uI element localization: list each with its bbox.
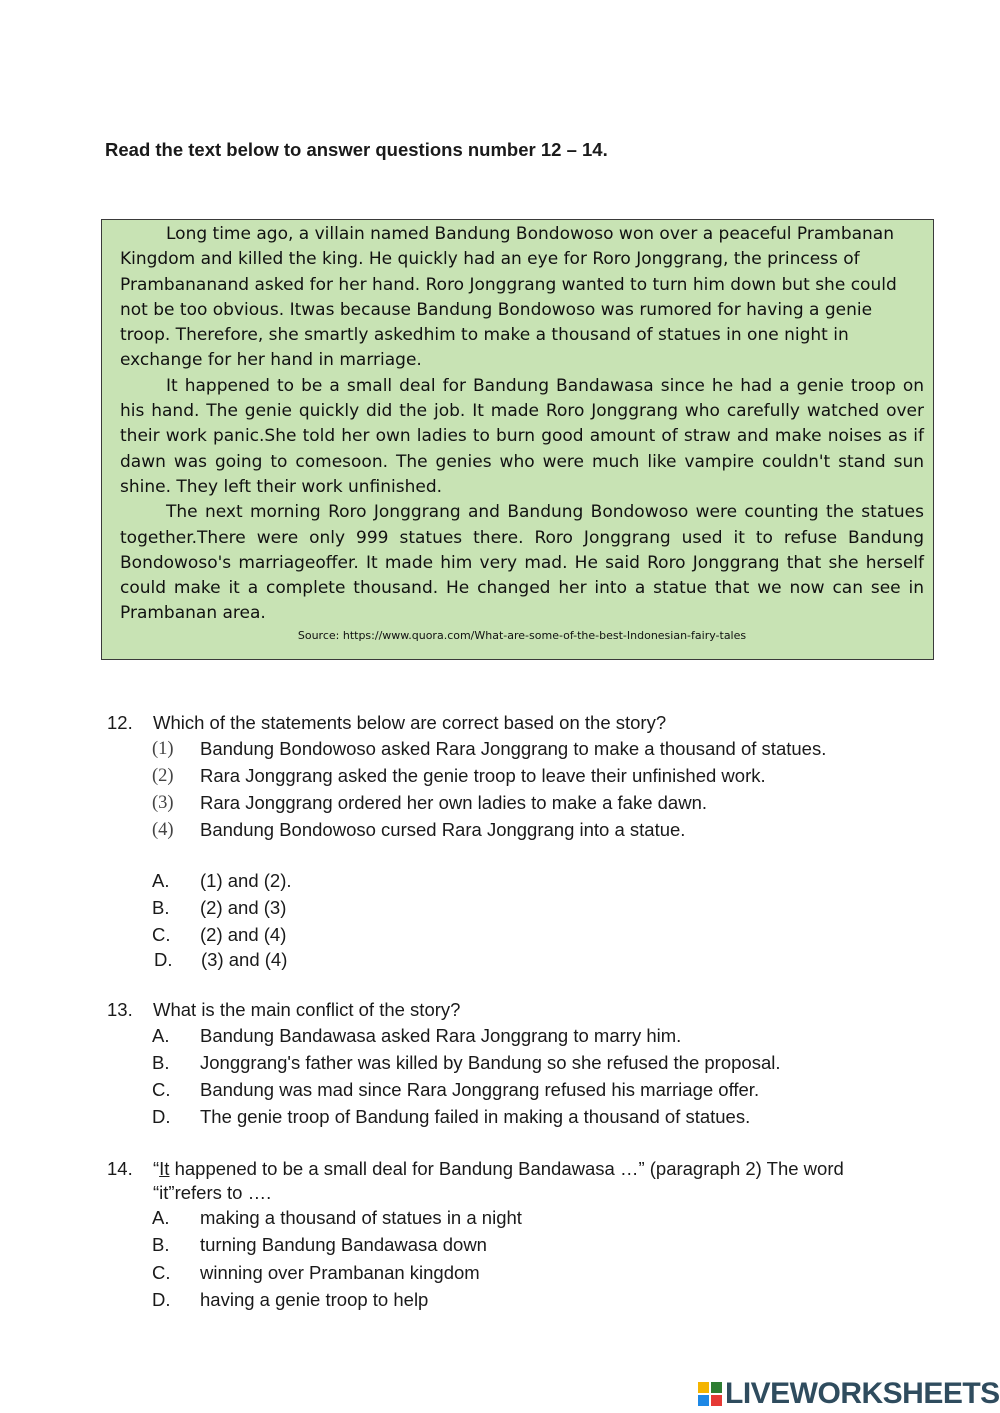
stem-rest: happened to be a small deal for Bandung Bandawasa …” (paragraph 2) The word “it”refers to ….: [153, 1158, 844, 1203]
liveworksheets-logo-icon: [698, 1382, 722, 1406]
option-letter: C.: [152, 1262, 171, 1283]
logo-icon-square: [698, 1382, 709, 1393]
option-letter: D.: [152, 1106, 171, 1127]
statement-mark: (1): [152, 739, 174, 759]
story-source: Source: https://www.quora.com/What-are-some-of-the-best-Indonesian-fairy-tales: [297, 628, 747, 642]
option-letter: D.: [154, 949, 173, 970]
story-paragraph-1: Long time ago, a villain named Bandung Bondowoso won over a peaceful Prambanan Kingdom and killed the king. He quickly had an eye for Roro Jonggrang, the princess of Prambananand asked for her hand. Roro Jonggrang wanted to turn him down but she could not be too obvious. Itwas because Bandung Bondowoso was rumored for having a genie troop. Therefore, she smartly askedhim to make a thousand of statues in one night in exchange for her hand in marriage.: [120, 224, 897, 371]
option-letter: C.: [152, 1079, 171, 1100]
story-paragraph-2: It happened to be a small deal for Bandung Bandawasa since he had a genie troop on his hand. The genie quickly did the job. It made Roro Jonggrang who carefully watched over their work panic.She told her own ladies to burn good amount of straw and make noises as if dawn was going to comesoon. The genies who were much like vampire couldn't stand sun shine. They left their work unfinished.: [120, 375, 924, 497]
option-letter: C.: [152, 924, 171, 945]
option-letter: A.: [152, 870, 170, 891]
story-paragraph-3: The next morning Roro Jonggrang and Bandung Bondowoso were counting the statues together.There were only 999 statues there. Roro Jonggrang used it to refuse Bandung Bondowoso's marriageoffer. It made him very mad. He said Roro Jonggrang that she herself could make it a complete thousand. He changed her into a statue that we now can see in Prambanan area.: [120, 502, 924, 624]
option-text: winning over Prambanan kingdom: [200, 1262, 480, 1283]
option-text: (2) and (3): [200, 897, 287, 918]
option-text: (3) and (4): [201, 949, 288, 970]
question-stem: [153, 1157, 873, 1205]
option-text: having a genie troop to help: [200, 1289, 429, 1310]
question-stem: What is the main conflict of the story?: [153, 999, 461, 1020]
option-text: The genie troop of Bandung failed in making a thousand of statues.: [200, 1106, 751, 1127]
question-number: 12.: [107, 712, 133, 733]
option-letter: A.: [152, 1025, 170, 1046]
logo-icon-square: [698, 1395, 709, 1406]
statement-text: Bandung Bondowoso cursed Rara Jonggrang into a statue.: [200, 819, 686, 840]
question-stem: Which of the statements below are correct based on the story?: [153, 712, 667, 733]
statement-text: Rara Jonggrang asked the genie troop to leave their unfinished work.: [200, 765, 766, 786]
option-letter: B.: [152, 1234, 170, 1255]
option-text: Bandung was mad since Rara Jonggrang refused his marriage offer.: [200, 1079, 760, 1100]
statement-text: Rara Jonggrang ordered her own ladies to make a fake dawn.: [200, 792, 707, 813]
option-text: turning Bandung Bandawasa down: [200, 1234, 487, 1255]
statement-mark: (3): [152, 793, 174, 813]
option-letter: B.: [152, 1052, 170, 1073]
statement-mark: (4): [152, 820, 174, 840]
story-text-box: [101, 219, 934, 660]
question-number: 13.: [107, 999, 133, 1020]
logo-icon-square: [711, 1395, 722, 1406]
option-text: Bandung Bandawasa asked Rara Jonggrang to marry him.: [200, 1025, 682, 1046]
statement-mark: (2): [152, 766, 174, 786]
liveworksheets-logo-text: LIVEWORKSHEETS: [725, 1377, 1000, 1410]
option-text: (2) and (4): [200, 924, 287, 945]
option-letter: A.: [152, 1207, 170, 1228]
quote-open: “: [153, 1158, 160, 1179]
underlined-word: It: [159, 1158, 170, 1179]
statement-text: Bandung Bondowoso asked Rara Jonggrang to make a thousand of statues.: [200, 738, 827, 759]
option-text: (1) and (2).: [200, 870, 292, 891]
option-letter: D.: [152, 1289, 171, 1310]
logo-icon-square: [711, 1382, 722, 1393]
option-text: Jonggrang's father was killed by Bandung so she refused the proposal.: [200, 1052, 781, 1073]
option-text: making a thousand of statues in a night: [200, 1207, 522, 1228]
liveworksheets-logo[interactable]: [698, 1378, 1000, 1410]
instruction-heading: Read the text below to answer questions number 12 – 14.: [105, 139, 608, 160]
question-number: 14.: [107, 1158, 133, 1179]
option-letter: B.: [152, 897, 170, 918]
